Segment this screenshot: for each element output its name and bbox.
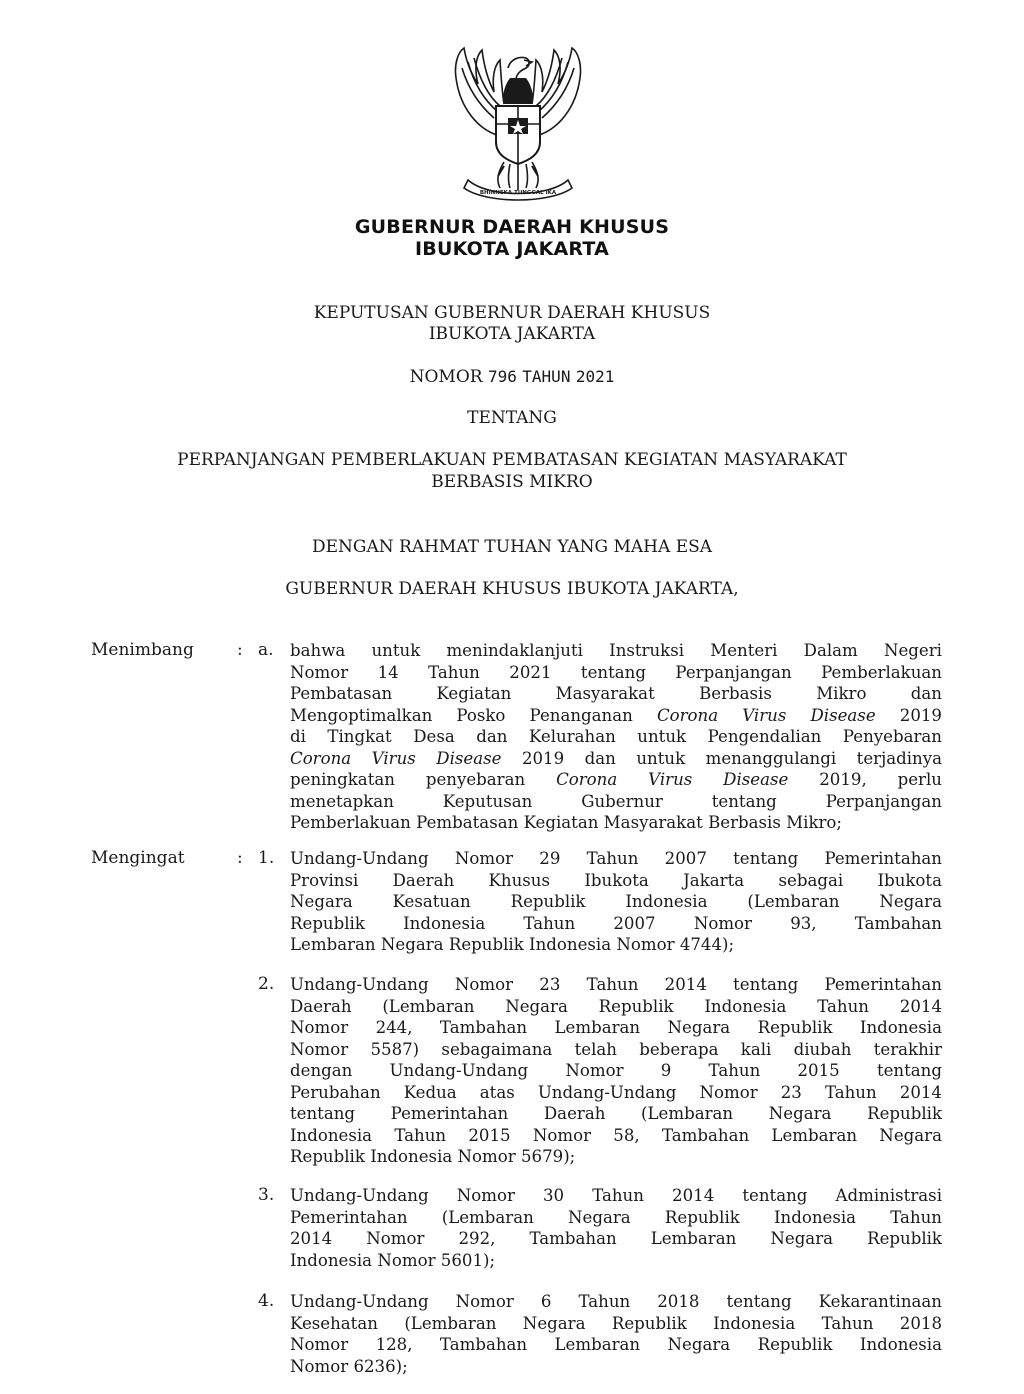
nomor-label: NOMOR: [409, 367, 483, 387]
mengingat-item-1: [290, 848, 942, 956]
text-line: Nomor 6236);: [290, 1356, 408, 1376]
decree-number: [0, 366, 1024, 388]
item-3-marker: 3.: [258, 1185, 275, 1205]
menimbang-marker: a.: [258, 640, 274, 660]
decree-title-line1: KEPUTUSAN GUBERNUR DAERAH KHUSUS: [313, 303, 711, 323]
item-2-marker: 2.: [258, 974, 275, 994]
text-line: peningkatan penyebaran Corona Virus Disease 2019, perlu: [290, 770, 942, 789]
garuda-pancasila-emblem-icon: [438, 38, 598, 206]
subject-line2: BERBASIS MIKRO: [431, 472, 593, 492]
text-line: Daerah (Lembaran Negara Republik Indonesia Tahun 2014: [290, 996, 942, 1016]
text-line: Pembatasan Kegiatan Masyarakat Berbasis Mikro dan: [290, 684, 942, 703]
text-line: menetapkan Keputusan Gubernur tentang Perpanjangan: [290, 791, 942, 811]
text-line: Nomor 244, Tambahan Lembaran Negara Republik Indonesia: [290, 1018, 942, 1037]
text-line: Provinsi Daerah Khusus Ibukota Jakarta sebagai Ibukota: [290, 870, 942, 890]
decree-title-line2: IBUKOTA JAKARTA: [428, 324, 596, 344]
text-line: Kesehatan (Lembaran Negara Republik Indonesia Tahun 2018: [290, 1313, 942, 1333]
text-line: Perubahan Kedua atas Undang-Undang Nomor 23 Tahun 2014: [290, 1082, 942, 1102]
tahun-value: 2021: [575, 367, 615, 386]
tahun-label: TAHUN: [522, 367, 571, 386]
text-line: bahwa untuk menindaklanjuti Instruksi Menteri Dalam Negeri: [290, 641, 942, 660]
menimbang-paragraph: [290, 640, 942, 834]
text-line: Pemerintahan (Lembaran Negara Republik Indonesia Tahun: [290, 1207, 942, 1227]
text-line: Lembaran Negara Republik Indonesia Nomor 4744);: [290, 935, 735, 954]
text-line: tentang Pemerintahan Daerah (Lembaran Negara Republik: [290, 1104, 942, 1123]
text-line: Nomor 5587) sebagaimana telah beberapa kali diubah terakhir: [290, 1039, 942, 1059]
text-line: 2014 Nomor 292, Tambahan Lembaran Negara Republik: [290, 1229, 942, 1248]
item-1-marker: 1.: [258, 848, 275, 868]
text-line: Undang-Undang Nomor 23 Tahun 2014 tentang Pemerintahan: [290, 975, 942, 994]
menimbang-label: Menimbang: [91, 640, 194, 660]
text-line: Undang-Undang Nomor 30 Tahun 2014 tentang Administrasi: [290, 1186, 942, 1205]
text-line: Indonesia Nomor 5601);: [290, 1250, 496, 1270]
mengingat-item-3: [290, 1185, 942, 1271]
mengingat-label: Mengingat: [91, 848, 185, 868]
subject-line1: PERPANJANGAN PEMBERLAKUAN PEMBATASAN KEGIATAN MASYARAKAT: [177, 450, 847, 470]
text-line: Indonesia Tahun 2015 Nomor 58, Tambahan Lembaran Negara: [290, 1125, 942, 1145]
text-line: dengan Undang-Undang Nomor 9 Tahun 2015 tentang: [290, 1061, 942, 1080]
text-line: Negara Kesatuan Republik Indonesia (Lembaran Negara: [290, 892, 942, 911]
office-title-line2: IBUKOTA JAKARTA: [415, 238, 609, 260]
mengingat-colon: :: [237, 848, 243, 868]
authority-line: GUBERNUR DAERAH KHUSUS IBUKOTA JAKARTA,: [285, 579, 739, 599]
mengingat-item-2: [290, 974, 942, 1168]
text-line: Pemberlakuan Pembatasan Kegiatan Masyarakat Berbasis Mikro;: [290, 813, 843, 832]
preamble: DENGAN RAHMAT TUHAN YANG MAHA ESA: [311, 537, 713, 557]
text-line: Nomor 14 Tahun 2021 tentang Perpanjangan Pemberlakuan: [290, 662, 942, 682]
nomor-value: 796: [487, 367, 517, 386]
item-4-marker: 4.: [258, 1291, 275, 1311]
text-line: Mengoptimalkan Posko Penanganan Corona Virus Disease 2019: [290, 705, 942, 725]
text-line: Nomor 128, Tambahan Lembaran Negara Republik Indonesia: [290, 1335, 942, 1354]
menimbang-colon: :: [237, 640, 243, 660]
text-line: Undang-Undang Nomor 6 Tahun 2018 tentang Kekarantinaan: [290, 1292, 942, 1311]
text-line: Republik Indonesia Tahun 2007 Nomor 93, Tambahan: [290, 913, 942, 933]
text-line: di Tingkat Desa dan Kelurahan untuk Pengendalian Penyebaran: [290, 727, 942, 746]
tentang-heading: TENTANG: [467, 408, 557, 428]
text-line: Corona Virus Disease 2019 dan untuk menanggulangi terjadinya: [290, 748, 942, 768]
text-line: Republik Indonesia Nomor 5679);: [290, 1147, 576, 1166]
mengingat-item-4: [290, 1291, 942, 1377]
motto-ribbon-text: BHINNEKA TUNGGAL IKA: [479, 190, 557, 196]
text-line: Undang-Undang Nomor 29 Tahun 2007 tentang Pemerintahan: [290, 849, 942, 868]
office-title-line1: GUBERNUR DAERAH KHUSUS: [354, 216, 670, 238]
